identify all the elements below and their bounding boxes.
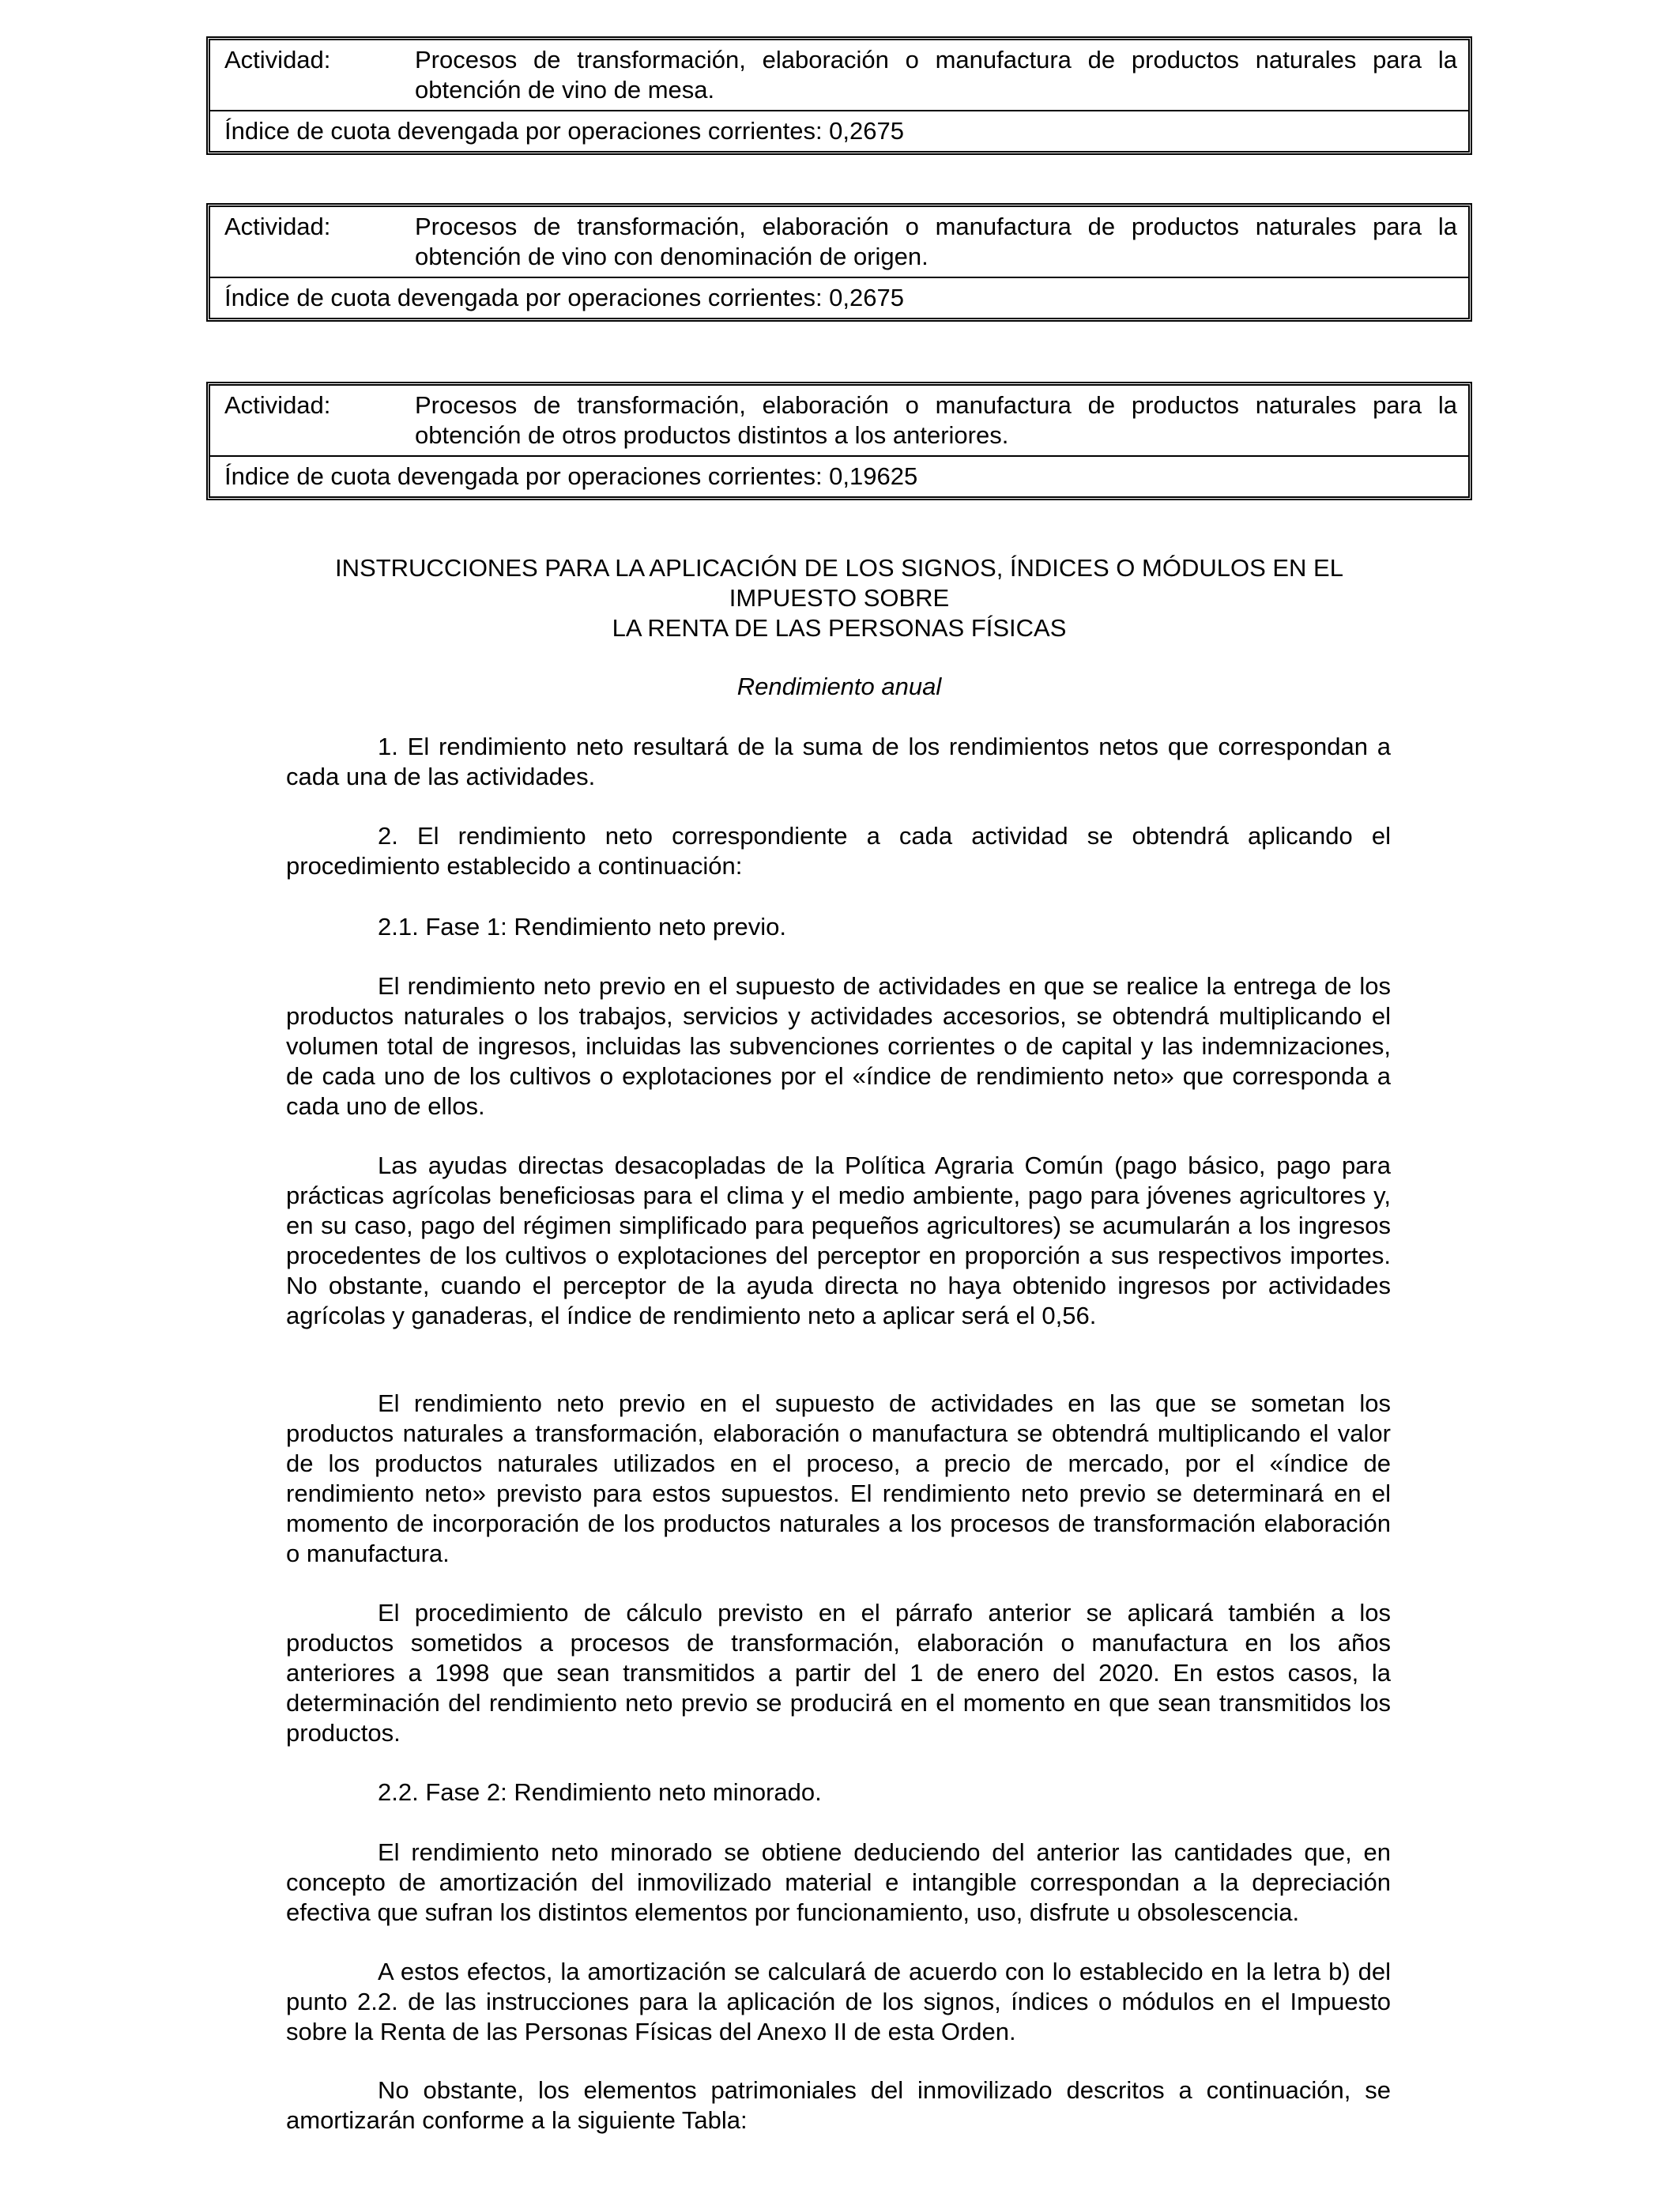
activity-row (210, 386, 1468, 457)
activity-row (210, 40, 1468, 111)
activity-description: Procesos de transformación, elaboración o manufactura de productos naturales para la obtención de vino de mesa. (415, 46, 1457, 104)
paragraph-9: El rendimiento neto minorado se obtiene deduciendo del anterior las cantidades que, en concepto de amortización del inmovilizado material e intangible correspondan a la depreciación efectiva que sufran los distintos elementos por funcionamiento, uso, disfrute u obsolescencia. (286, 1838, 1391, 1926)
heading-line-2: IMPUESTO SOBRE (729, 584, 950, 612)
heading-line-3: LA RENTA DE LAS PERSONAS FÍSICAS (612, 614, 1067, 642)
paragraph-7: El procedimiento de cálculo previsto en el párrafo anterior se aplicará también a los productos sometidos a procesos de transformación, elaboración o manufactura en los años anteriores a 1998 que sean transmitidos a partir del 1 de enero del 2020. En estos casos, la determinación del rendimiento neto previo se producirá en el momento en que sean transmitidos los productos. (286, 1599, 1391, 1747)
activity-label: Actividad: (224, 46, 331, 74)
index-row: Índice de cuota devengada por operaciones corrientes: 0,19625 (224, 462, 918, 490)
paragraph-8: 2.2. Fase 2: Rendimiento neto minorado. (378, 1778, 822, 1806)
activity-description: Procesos de transformación, elaboración o manufactura de productos naturales para la obtención de otros productos distintos a los anteriores. (415, 391, 1457, 449)
paragraph-2: 2. El rendimiento neto correspondiente a cada actividad se obtendrá aplicando el procedimiento establecido a continuación: (286, 822, 1391, 880)
activity-description: Procesos de transformación, elaboración o manufactura de productos naturales para la obtención de vino con denominación de origen. (415, 213, 1457, 270)
section-heading (206, 553, 1472, 643)
index-row: Índice de cuota devengada por operaciones corrientes: 0,2675 (224, 284, 904, 311)
paragraph-3: 2.1. Fase 1: Rendimiento neto previo. (378, 913, 786, 941)
subheading: Rendimiento anual (736, 673, 942, 700)
paragraph-10: A estos efectos, la amortización se calculará de acuerdo con lo establecido en la letra b) del punto 2.2. de las instrucciones para la aplicación de los signos, índices o módulos en el Impuesto sobre la Renta de las Personas Físicas del Anexo II de esta Orden. (286, 1958, 1391, 2045)
paragraph-6: El rendimiento neto previo en el supuesto de actividades en las que se sometan los productos naturales a transformación, elaboración o manufactura se obtendrá multiplicando el valor de los productos naturales utilizados en el proceso, a precio de mercado, por el «índice de rendimiento neto» previsto para estos supuestos. El rendimiento neto previo se determinará en el momento de incorporación de los productos naturales a los procesos de transformación elaboración o manufactura. (286, 1389, 1391, 1567)
paragraph-5: Las ayudas directas desacopladas de la Política Agraria Común (pago básico, pago para prácticas agrícolas beneficiosas para el clima y el medio ambiente, pago para jóvenes agricultores y, en su caso, pago del régimen simplificado para pequeños agricultores) se acumularán a los ingresos procedentes de los cultivos o explotaciones del perceptor en proporción a sus respectivos importes. No obstante, cuando el perceptor de la ayuda directa no haya obtenido ingresos por actividades agrícolas y ganaderas, el índice de rendimiento neto a aplicar será el 0,56. (286, 1152, 1391, 1329)
activity-table-3 (206, 382, 1472, 500)
activity-table-2 (206, 203, 1472, 322)
activity-label: Actividad: (224, 213, 331, 240)
paragraph-1: 1. El rendimiento neto resultará de la suma de los rendimientos netos que correspondan a cada una de las actividades. (286, 733, 1391, 790)
paragraph-11: No obstante, los elementos patrimoniales del inmovilizado descritos a continuación, se amortizarán conforme a la siguiente Tabla: (286, 2076, 1391, 2134)
activity-label: Actividad: (224, 391, 331, 419)
heading-line-1: INSTRUCCIONES PARA LA APLICACIÓN DE LOS SIGNOS, ÍNDICES O MÓDULOS EN EL (335, 554, 1343, 582)
paragraph-4: El rendimiento neto previo en el supuesto de actividades en que se realice la entrega de los productos naturales o los trabajos, servicios y actividades accesorios, se obtendrá multiplicando el volumen total de ingresos, incluidas las subvenciones corrientes o de capital y las indemnizaciones, de cada uno de los cultivos o explotaciones por el «índice de rendimiento neto» que corresponda a cada uno de ellos. (286, 972, 1391, 1120)
activity-row (210, 207, 1468, 278)
activity-table-1 (206, 36, 1472, 155)
index-row: Índice de cuota devengada por operaciones corrientes: 0,2675 (224, 117, 904, 145)
